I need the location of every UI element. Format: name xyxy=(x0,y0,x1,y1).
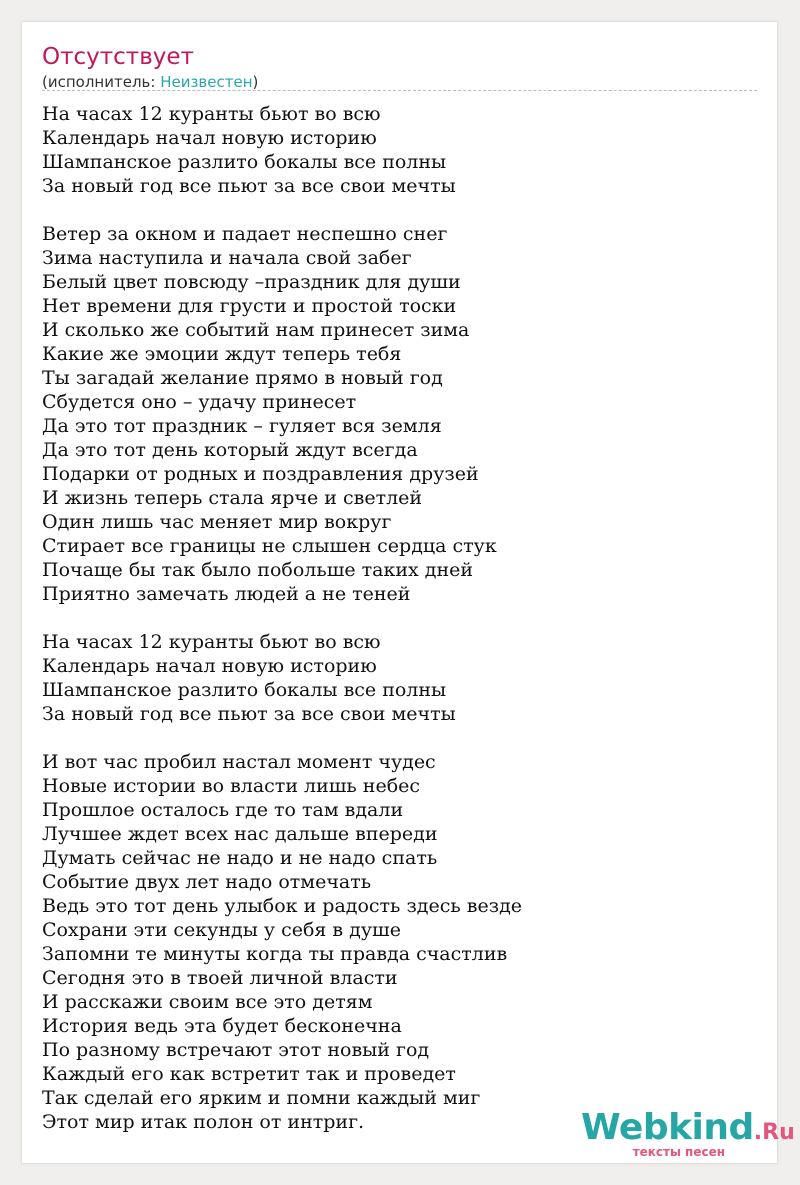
lyric-line: Сбудется оно – удачу принесет xyxy=(42,391,357,413)
artist-link[interactable]: Неизвестен xyxy=(160,73,253,91)
lyric-line: Прошлое осталось где то там вдали xyxy=(42,799,404,821)
lyric-line: Нет времени для грусти и простой тоски xyxy=(42,295,457,317)
lyric-line: Подарки от родных и поздравления друзей xyxy=(42,463,479,485)
lyric-line: Новые истории во власти лишь небес xyxy=(42,775,421,797)
song-title: Отсутствует xyxy=(42,44,194,70)
lyrics-stanza xyxy=(42,102,742,198)
lyric-line: Лучшее ждет всех нас дальше впереди xyxy=(42,823,438,845)
lyrics-stanza xyxy=(42,630,742,726)
lyric-line: На часах 12 куранты бьют во всю xyxy=(42,103,381,125)
lyric-line: Какие же эмоции ждут теперь тебя xyxy=(42,343,402,365)
artist-prefix: (исполнитель: xyxy=(42,73,161,91)
lyrics-stanza xyxy=(42,750,742,1134)
site-logo[interactable] xyxy=(581,1107,795,1159)
lyric-line: Да это тот день который ждут всегда xyxy=(42,439,418,461)
lyric-line: По разному встречают этот новый год xyxy=(42,1039,430,1061)
lyric-line: Календарь начал новую историю xyxy=(42,655,377,677)
lyric-line: Так сделай его ярким и помни каждый миг xyxy=(42,1087,481,1109)
lyric-line: Каждый его как встретит так и проведет xyxy=(42,1063,456,1085)
logo-tld: .Ru xyxy=(753,1120,795,1145)
lyric-line: Сегодня это в твоей личной власти xyxy=(42,967,398,989)
lyric-line: Запомни те минуты когда ты правда счастлив xyxy=(42,943,508,965)
lyric-line: Ведь это тот день улыбок и радость здесь везде xyxy=(42,895,523,917)
logo-wordmark: Webkind xyxy=(581,1107,754,1148)
lyric-line: Белый цвет повсюду –праздник для души xyxy=(42,271,461,293)
lyric-line: Да это тот праздник – гуляет вся земля xyxy=(42,415,442,437)
lyric-line: И жизнь теперь стала ярче и светлей xyxy=(42,487,423,509)
lyric-line: Почаще бы так было побольше таких дней xyxy=(42,559,474,581)
lyric-line: Зима наступила и начала свой забег xyxy=(42,247,412,269)
lyric-line: Ты загадай желание прямо в новый год xyxy=(42,367,443,389)
lyric-line: За новый год все пьют за все свои мечты xyxy=(42,175,456,197)
lyric-line: Ветер за окном и падает неспешно снег xyxy=(42,223,448,245)
lyrics-text xyxy=(42,102,742,1158)
lyric-line: Календарь начал новую историю xyxy=(42,127,377,149)
lyric-line: Сохрани эти секунды у себя в душе xyxy=(42,919,401,941)
lyric-line: Шампанское разлито бокалы все полны xyxy=(42,151,447,173)
lyric-line: Событие двух лет надо отмечать xyxy=(42,871,372,893)
lyric-line: Этот мир итак полон от интриг. xyxy=(42,1111,365,1133)
artist-line xyxy=(42,72,258,92)
title-divider xyxy=(42,90,757,91)
lyric-line: И расскажи своим все это детям xyxy=(42,991,373,1013)
lyric-line: За новый год все пьют за все свои мечты xyxy=(42,703,456,725)
lyric-line: И сколько же событий нам принесет зима xyxy=(42,319,470,341)
lyric-line: Один лишь час меняет мир вокруг xyxy=(42,511,392,533)
lyrics-card xyxy=(21,21,795,1164)
lyric-line: Приятно замечать людей а не теней xyxy=(42,583,411,605)
lyric-line: На часах 12 куранты бьют во всю xyxy=(42,631,381,653)
lyrics-stanza xyxy=(42,222,742,606)
lyric-line: Думать сейчас не надо и не надо спать xyxy=(42,847,438,869)
lyric-line: Шампанское разлито бокалы все полны xyxy=(42,679,447,701)
lyric-line: И вот час пробил настал момент чудес xyxy=(42,751,436,773)
lyric-line: История ведь эта будет бесконечна xyxy=(42,1015,402,1037)
artist-suffix: ) xyxy=(252,73,259,91)
lyric-line: Стирает все границы не слышен сердца стук xyxy=(42,535,497,557)
logo-tagline: тексты песен xyxy=(632,1145,725,1159)
